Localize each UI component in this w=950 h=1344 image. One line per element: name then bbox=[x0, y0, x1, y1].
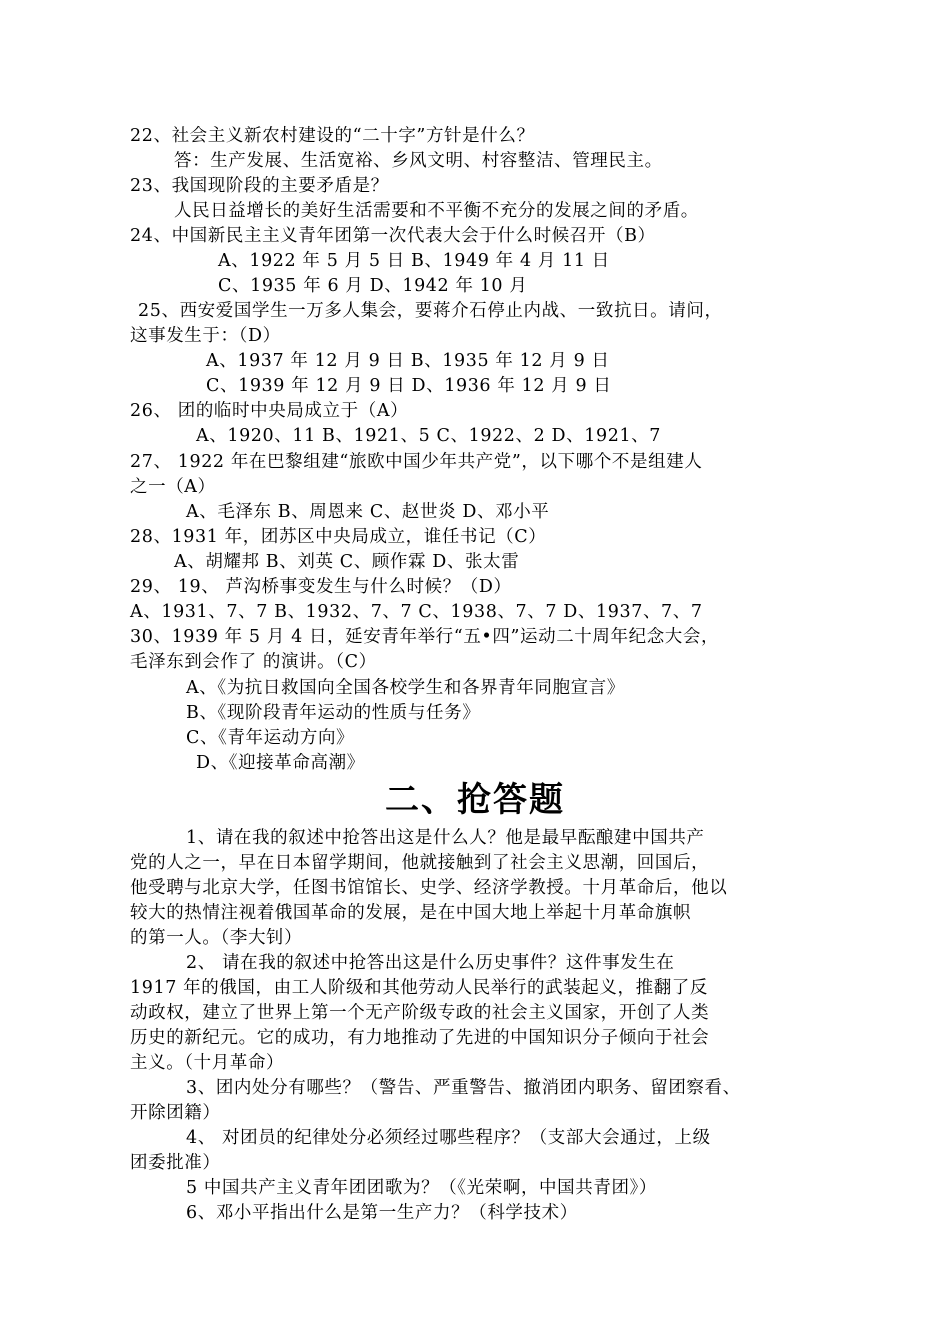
answer-22: 答：生产发展、生活宽裕、乡风文明、村容整洁、管理民主。 bbox=[174, 151, 663, 171]
options-28: A、胡耀邦 B、刘英 C、顾作霖 D、张太雷 bbox=[174, 552, 520, 572]
options-25-cd: C、1939 年 12 月 9 日 D、1936 年 12 月 9 日 bbox=[206, 376, 612, 396]
quiz-6: 6、邓小平指出什么是第一生产力？（科学技术） bbox=[186, 1203, 578, 1223]
quiz-3-line-1: 3、团内处分有哪些？（警告、严重警告、撤消团内职务、留团察看、 bbox=[186, 1078, 741, 1098]
question-27-cont: 之一（A） bbox=[130, 477, 216, 497]
quiz-4-line-2: 团委批准） bbox=[130, 1153, 221, 1173]
question-28: 28、1931 年，团苏区中央局成立，谁任书记（C） bbox=[130, 527, 547, 547]
question-25: 25、西安爱国学生一万多人集会，要蒋介石停止内战、一致抗日。请问， bbox=[138, 301, 723, 321]
quiz-2-line-4: 历史的新纪元。它的成功，有力地推动了先进的中国知识分子倾向于社会 bbox=[130, 1028, 710, 1048]
option-30-b: B、《现阶段青年运动的性质与任务》 bbox=[186, 703, 481, 723]
options-24-cd: C、1935 年 6 月 D、1942 年 10 月 bbox=[218, 276, 528, 296]
option-30-c: C、《青年运动方向》 bbox=[186, 728, 355, 748]
options-25-ab: A、1937 年 12 月 9 日 B、1935 年 12 月 9 日 bbox=[206, 351, 610, 371]
quiz-1-line-1: 1、请在我的叙述中抢答出这是什么人？他是最早酝酿建中国共产 bbox=[186, 828, 705, 848]
question-23: 23、我国现阶段的主要矛盾是？ bbox=[130, 176, 389, 196]
options-27: A、毛泽东 B、周恩来 C、赵世炎 D、邓小平 bbox=[186, 502, 550, 522]
question-29: 29、 19、 芦沟桥事变发生与什么时候？（D） bbox=[130, 577, 512, 597]
question-26: 26、 团的临时中央局成立于（A） bbox=[130, 401, 409, 421]
quiz-2-line-5: 主义。（十月革命） bbox=[130, 1053, 285, 1073]
question-24: 24、中国新民主主义青年团第一次代表大会于什么时候召开（B） bbox=[130, 226, 656, 246]
quiz-2-line-3: 动政权，建立了世界上第一个无产阶级专政的社会主义国家，开创了人类 bbox=[130, 1003, 710, 1023]
option-30-d: D、《迎接革命高潮》 bbox=[196, 753, 365, 773]
quiz-1-line-2: 党的人之一，早在日本留学期间，他就接触到了社会主义思潮，回国后， bbox=[130, 853, 710, 873]
question-30: 30、1939 年 5 月 4 日，延安青年举行“五•四”运动二十周年纪念大会， bbox=[130, 627, 720, 647]
quiz-2-line-1: 2、 请在我的叙述中抢答出这是什么历史事件？这件事发生在 bbox=[186, 953, 675, 973]
quiz-1-line-4: 较大的热情注视着俄国革命的发展，是在中国大地上举起十月革命旗帜 bbox=[130, 903, 692, 923]
option-30-a: A、《为抗日救国向全国各校学生和各界青年同胞宣言》 bbox=[186, 678, 625, 698]
question-22: 22、社会主义新农村建设的“二十字”方针是什么？ bbox=[130, 126, 535, 146]
quiz-5: 5 中国共产主义青年团团歌为？（《光荣啊，中国共青团》） bbox=[186, 1178, 657, 1198]
question-30-cont: 毛泽东到会作了 的演讲。（C） bbox=[130, 652, 377, 672]
quiz-1-line-5: 的第一人。（李大钊） bbox=[130, 928, 303, 948]
quiz-3-line-2: 开除团籍） bbox=[130, 1103, 221, 1123]
question-25-cont: 这事发生于：（D） bbox=[130, 326, 281, 346]
quiz-4-line-1: 4、 对团员的纪律处分必须经过哪些程序？（支部大会通过，上级 bbox=[186, 1128, 711, 1148]
options-24-ab: A、1922 年 5 月 5 日 B、1949 年 4 月 11 日 bbox=[218, 251, 610, 271]
answer-23: 人民日益增长的美好生活需要和不平衡不充分的发展之间的矛盾。 bbox=[174, 201, 699, 221]
options-26: A、1920、11 B、1921、5 C、1922、2 D、1921、7 bbox=[196, 426, 662, 446]
quiz-1-line-3: 他受聘与北京大学，任图书馆馆长、史学、经济学教授。十月革命后，他以 bbox=[130, 878, 728, 898]
question-27: 27、 1922 年在巴黎组建“旅欧中国少年共产党”，以下哪个不是组建人 bbox=[130, 452, 703, 472]
options-29: A、1931、7、7 B、1932、7、7 C、1938、7、7 D、1937、7、7 bbox=[130, 602, 703, 622]
section-heading: 二、抢答题 bbox=[385, 780, 565, 820]
quiz-2-line-2: 1917 年的俄国，由工人阶级和其他劳动人民举行的武装起义，推翻了反 bbox=[130, 978, 708, 998]
